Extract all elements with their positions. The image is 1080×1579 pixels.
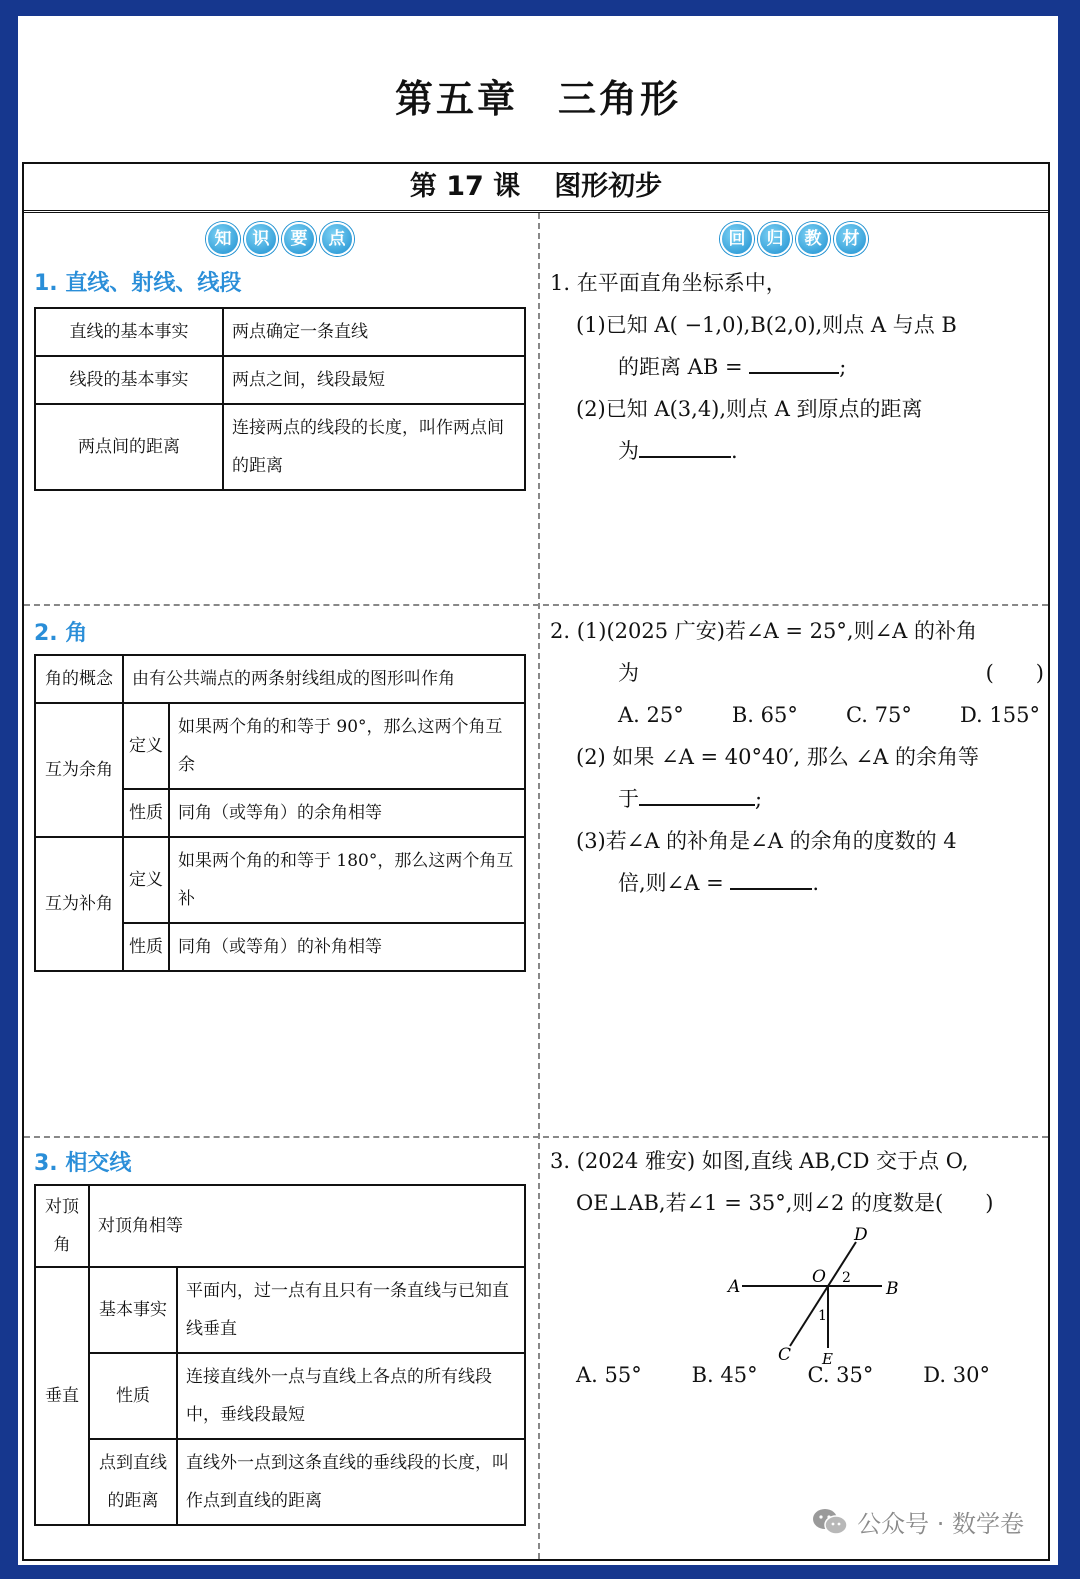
question-text: 倍,则∠A = xyxy=(618,871,724,895)
answer-blank[interactable] xyxy=(730,862,812,890)
table-cell: 如果两个角的和等于 180°，那么这两个角互补 xyxy=(169,837,525,923)
table-row xyxy=(35,356,525,404)
table-cell: 性质 xyxy=(123,923,169,971)
row-divider-1 xyxy=(24,604,1048,606)
lines-table xyxy=(34,307,526,491)
lesson-number: 第 17 课 xyxy=(409,171,521,202)
label-c: C xyxy=(778,1345,792,1364)
column-divider xyxy=(538,213,540,1559)
label-o: O xyxy=(812,1267,826,1287)
label-e: E xyxy=(822,1350,833,1364)
label-a: A xyxy=(728,1277,741,1297)
table-cell: 对顶角 xyxy=(35,1185,89,1267)
table-cell: 两点确定一条直线 xyxy=(223,308,525,356)
label-angle-2: 2 xyxy=(842,1270,851,1286)
section-title-angles: 2. 角 xyxy=(34,621,88,646)
question-text: (2)已知 A(3,4),则点 A 到原点的距离 xyxy=(576,397,923,421)
table-row xyxy=(35,1185,525,1267)
table-cell: 点到直线的距离 xyxy=(89,1439,177,1525)
page xyxy=(18,16,1058,1565)
table-cell: 两点之间，线段最短 xyxy=(223,356,525,404)
table-cell: 直线外一点到这条直线的垂线段的长度，叫作点到直线的距离 xyxy=(177,1439,525,1525)
question-text: OE⊥AB,若∠1 = 35°,则∠2 的度数是( ) xyxy=(576,1191,994,1215)
table-cell: 互为补角 xyxy=(35,837,123,971)
row-divider-2 xyxy=(24,1136,1048,1138)
punctuation: ; xyxy=(839,355,847,379)
table-cell: 性质 xyxy=(123,789,169,837)
table-cell: 连接直线外一点与直线上各点的所有线段中，垂线段最短 xyxy=(177,1353,525,1439)
header-badge: 材 xyxy=(834,222,868,256)
chapter-name: 三角形 xyxy=(558,77,682,121)
question-text: (1)已知 A( −1,0),B(2,0),则点 A 与点 B xyxy=(576,313,957,337)
watermark-text: 公众号 · 数学卷 xyxy=(857,1510,1024,1538)
options-row xyxy=(550,1354,1050,1396)
option-d[interactable]: D. 155° xyxy=(959,703,1040,727)
table-row xyxy=(35,655,525,703)
table-cell: 平面内，过一点有且只有一条直线与已知直线垂直 xyxy=(177,1267,525,1353)
table-cell: 垂直 xyxy=(35,1267,89,1525)
intersecting-lines-figure xyxy=(714,1224,914,1364)
intersecting-lines-table xyxy=(34,1184,526,1526)
table-cell: 直线的基本事实 xyxy=(35,308,223,356)
question-2 xyxy=(550,610,1050,904)
textbook-review-header xyxy=(720,222,868,256)
table-cell: 同角（或等角）的余角相等 xyxy=(169,789,525,837)
table-row xyxy=(35,837,525,923)
table-cell: 同角（或等角）的补角相等 xyxy=(169,923,525,971)
question-stem: 1. 在平面直角坐标系中， xyxy=(550,271,787,295)
chapter-number: 第五章 xyxy=(394,77,518,121)
chapter-title xyxy=(18,68,1058,123)
table-cell: 如果两个角的和等于 90°，那么这两个角互余 xyxy=(169,703,525,789)
option-b[interactable]: B. 45° xyxy=(691,1363,758,1387)
question-line xyxy=(550,346,1050,388)
question-text: 为 xyxy=(618,439,639,463)
table-row xyxy=(35,1439,525,1525)
table-cell: 两点间的距离 xyxy=(35,404,223,490)
option-a[interactable]: A. 55° xyxy=(576,1363,642,1387)
section-title-lines: 1. 直线、射线、线段 xyxy=(34,271,242,296)
header-badge: 知 xyxy=(206,222,240,256)
question-text: 2. (1)(2025 广安)若∠A = 25°,则∠A 的补角 xyxy=(550,619,978,643)
table-cell: 定义 xyxy=(123,837,169,923)
question-text: (2) 如果 ∠A = 40°40′, 那么 ∠A 的余角等 xyxy=(576,745,979,769)
question-text: 的距离 AB = xyxy=(618,355,743,379)
answer-blank[interactable] xyxy=(639,430,731,458)
answer-paren[interactable]: ( ) xyxy=(985,661,1044,685)
question-line xyxy=(550,862,1050,904)
lesson-frame xyxy=(22,162,1050,1561)
option-b[interactable]: B. 65° xyxy=(731,703,798,727)
question-line xyxy=(550,652,1050,694)
question-text: 3. (2024 雅安) 如图,直线 AB,CD 交于点 O, xyxy=(550,1149,969,1173)
section-title-intersecting-lines: 3. 相交线 xyxy=(34,1151,132,1176)
header-badge: 教 xyxy=(796,222,830,256)
table-row xyxy=(35,404,525,490)
question-3-options xyxy=(550,1354,1050,1396)
option-a[interactable]: A. 25° xyxy=(618,703,684,727)
question-text: 为 xyxy=(618,661,639,685)
table-row xyxy=(35,308,525,356)
line-cd xyxy=(790,1242,856,1346)
question-1 xyxy=(550,262,1050,472)
table-cell: 定义 xyxy=(123,703,169,789)
watermark xyxy=(811,1504,1024,1539)
question-text: 于 xyxy=(618,787,639,811)
table-cell: 互为余角 xyxy=(35,703,123,837)
lesson-name: 图形初步 xyxy=(554,171,663,202)
option-c[interactable]: C. 35° xyxy=(807,1363,874,1387)
question-3 xyxy=(550,1140,1050,1224)
table-cell: 基本事实 xyxy=(89,1267,177,1353)
question-text: (3)若∠A 的补角是∠A 的余角的度数的 4 xyxy=(576,829,957,853)
option-c[interactable]: C. 75° xyxy=(845,703,912,727)
table-row xyxy=(35,1353,525,1439)
header-badge: 归 xyxy=(758,222,792,256)
answer-blank[interactable] xyxy=(639,778,755,806)
lesson-title xyxy=(24,164,1048,213)
label-b: B xyxy=(886,1279,899,1299)
table-row xyxy=(35,1267,525,1353)
table-cell: 性质 xyxy=(89,1353,177,1439)
angles-table xyxy=(34,654,526,972)
table-cell: 对顶角相等 xyxy=(89,1185,525,1267)
header-badge: 回 xyxy=(720,222,754,256)
table-row xyxy=(35,703,525,789)
question-line xyxy=(550,430,1050,472)
answer-blank[interactable] xyxy=(749,346,839,374)
table-cell: 角的概念 xyxy=(35,655,123,703)
punctuation: . xyxy=(812,871,820,895)
header-badge: 识 xyxy=(244,222,278,256)
table-cell: 由有公共端点的两条射线组成的图形叫作角 xyxy=(123,655,525,703)
table-cell: 连接两点的线段的长度，叫作两点间的距离 xyxy=(223,404,525,490)
punctuation: ; xyxy=(755,787,763,811)
question-line xyxy=(550,778,1050,820)
label-d: D xyxy=(854,1225,868,1245)
option-d[interactable]: D. 30° xyxy=(923,1363,990,1387)
wechat-icon xyxy=(811,1507,849,1537)
header-badge: 要 xyxy=(282,222,316,256)
knowledge-points-header xyxy=(206,222,354,256)
header-badge: 点 xyxy=(320,222,354,256)
table-cell: 线段的基本事实 xyxy=(35,356,223,404)
label-angle-1: 1 xyxy=(818,1308,827,1324)
punctuation: . xyxy=(731,439,738,463)
options-row xyxy=(550,694,1050,736)
